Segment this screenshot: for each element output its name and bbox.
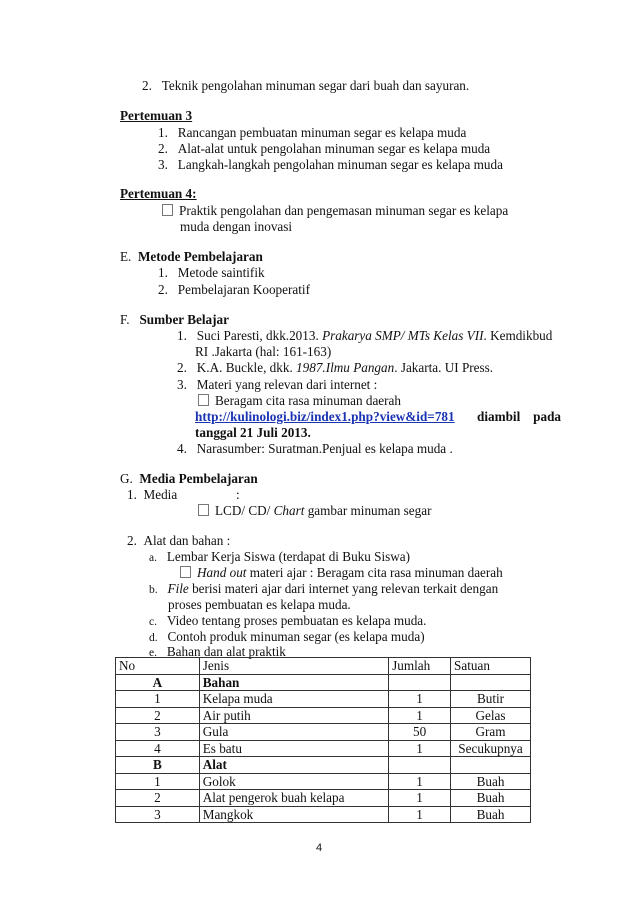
list-item: 3. Langkah-langkah pengolahan minuman segar es kelapa muda — [158, 157, 503, 172]
table-cell-satuan: Gelas — [451, 707, 531, 724]
table-cell-jenis: Alat pengerok buah kelapa — [199, 790, 388, 807]
table-row — [116, 674, 531, 691]
list-item: Praktik pengolahan dan pengemasan minuman segar es kelapa — [162, 203, 560, 219]
list-item: b. File berisi materi ajar dari internet yang relevan terkait dengan — [149, 581, 499, 596]
table-cell-jumlah: 1 — [389, 790, 451, 807]
table-row — [116, 806, 531, 823]
table-cell-satuan: Secukupnya — [451, 740, 531, 757]
table-cell-satuan — [451, 757, 531, 774]
header-satuan: Satuan — [451, 658, 531, 675]
table-cell-no: 4 — [116, 740, 200, 757]
table-cell-no: 3 — [116, 724, 200, 741]
materials-table — [115, 657, 531, 823]
bullet-box-icon — [198, 394, 209, 406]
list-item: c. Video tentang proses pembuatan es kelapa muda. — [149, 613, 427, 628]
table-cell-satuan: Buah — [451, 806, 531, 823]
table-cell-jumlah — [389, 757, 451, 774]
list-item: 2. Alat dan bahan : — [127, 533, 231, 548]
list-item: 1. Metode saintifik — [158, 265, 265, 280]
table-cell-no: A — [116, 674, 200, 691]
list-item: 3. Materi yang relevan dari internet : — [177, 377, 378, 392]
table-row — [116, 790, 531, 807]
list-item: 2. Pembelajaran Kooperatif — [158, 282, 310, 297]
table-row — [116, 691, 531, 708]
list-item-continuation: muda dengan inovasi — [180, 219, 293, 234]
list-item: a. Lembar Kerja Siswa (terdapat di Buku Siswa) — [149, 549, 411, 564]
list-item: 1. Suci Paresti, dkk.2013. Prakarya SMP/ MTs Kelas VII. Kemdikbud — [177, 328, 553, 343]
table-cell-jumlah: 1 — [389, 691, 451, 708]
table-cell-no: 1 — [116, 691, 200, 708]
table-cell-satuan: Buah — [451, 790, 531, 807]
table-cell-jumlah: 1 — [389, 773, 451, 790]
list-item-continuation: RI .Jakarta (hal: 161-163) — [195, 344, 332, 359]
colon: : — [236, 487, 240, 502]
table-cell-satuan: Buah — [451, 773, 531, 790]
table-row — [116, 724, 531, 741]
table-row — [116, 773, 531, 790]
bullet-box-icon — [180, 566, 191, 578]
table-cell-jumlah: 1 — [389, 707, 451, 724]
section-heading: E. Metode Pembelajaran — [120, 249, 263, 264]
table-cell-jenis: Bahan — [199, 674, 388, 691]
table-cell-satuan: Gram — [451, 724, 531, 741]
sub-item: LCD/ CD/ Chart gambar minuman segar — [198, 503, 431, 519]
table-cell-no: 2 — [116, 707, 200, 724]
list-item: 2. Teknik pengolahan minuman segar dari buah dan sayuran. — [142, 78, 470, 93]
table-cell-satuan: Butir — [451, 691, 531, 708]
table-cell-jenis: Kelapa muda — [199, 691, 388, 708]
list-item: 4. Narasumber: Suratman.Penjual es kelapa muda . — [177, 441, 453, 456]
page-number: 4 — [315, 842, 323, 854]
table-cell-no: B — [116, 757, 200, 774]
table-cell-jenis: Golok — [199, 773, 388, 790]
table-cell-jenis: Gula — [199, 724, 388, 741]
list-item: 2. Alat-alat untuk pengolahan minuman segar es kelapa muda — [158, 141, 491, 156]
table-cell-jenis: Es batu — [199, 740, 388, 757]
list-item: e. Bahan dan alat praktik — [149, 644, 286, 659]
table-cell-jenis: Air putih — [199, 707, 388, 724]
table-cell-jumlah — [389, 674, 451, 691]
table-row — [116, 757, 531, 774]
pertemuan-4-heading: Pertemuan 4: — [120, 186, 197, 201]
table-cell-satuan — [451, 674, 531, 691]
table-cell-no: 2 — [116, 790, 200, 807]
pertemuan-3-heading: Pertemuan 3 — [120, 108, 193, 123]
table-cell-no: 3 — [116, 806, 200, 823]
header-jenis: Jenis — [199, 658, 388, 675]
date-text: tanggal 21 Juli 2013. — [195, 425, 311, 440]
table-cell-jenis: Mangkok — [199, 806, 388, 823]
bullet-box-icon — [198, 504, 209, 516]
url-line: http://kulinologi.biz/index1.php?view&id=781 diambil pada — [195, 409, 561, 424]
table-cell-jenis: Alat — [199, 757, 388, 774]
table-row — [116, 740, 531, 757]
table-cell-jumlah: 50 — [389, 724, 451, 741]
bullet-box-icon — [162, 204, 173, 216]
sub-item: Hand out materi ajar : Beragam cita rasa minuman daerah — [180, 565, 503, 581]
table-cell-no: 1 — [116, 773, 200, 790]
table-header-row — [116, 658, 531, 675]
section-heading: F. Sumber Belajar — [120, 312, 229, 327]
source-link[interactable]: http://kulinologi.biz/index1.php?view&id=781 — [195, 409, 455, 424]
sub-item: Beragam cita rasa minuman daerah — [198, 393, 401, 409]
table-cell-jumlah: 1 — [389, 740, 451, 757]
section-heading: G. Media Pembelajaran — [120, 471, 258, 486]
header-no: No — [116, 658, 200, 675]
header-jumlah: Jumlah — [389, 658, 451, 675]
list-item: 1. Rancangan pembuatan minuman segar es kelapa muda — [158, 125, 467, 140]
list-item-continuation: proses pembuatan es kelapa muda. — [168, 597, 351, 612]
table-cell-jumlah: 1 — [389, 806, 451, 823]
list-item: 2. K.A. Buckle, dkk. 1987.Ilmu Pangan. Jakarta. UI Press. — [177, 360, 494, 375]
list-item: 1. Media — [127, 487, 178, 502]
list-item: d. Contoh produk minuman segar (es kelapa muda) — [149, 629, 425, 644]
table-row — [116, 707, 531, 724]
